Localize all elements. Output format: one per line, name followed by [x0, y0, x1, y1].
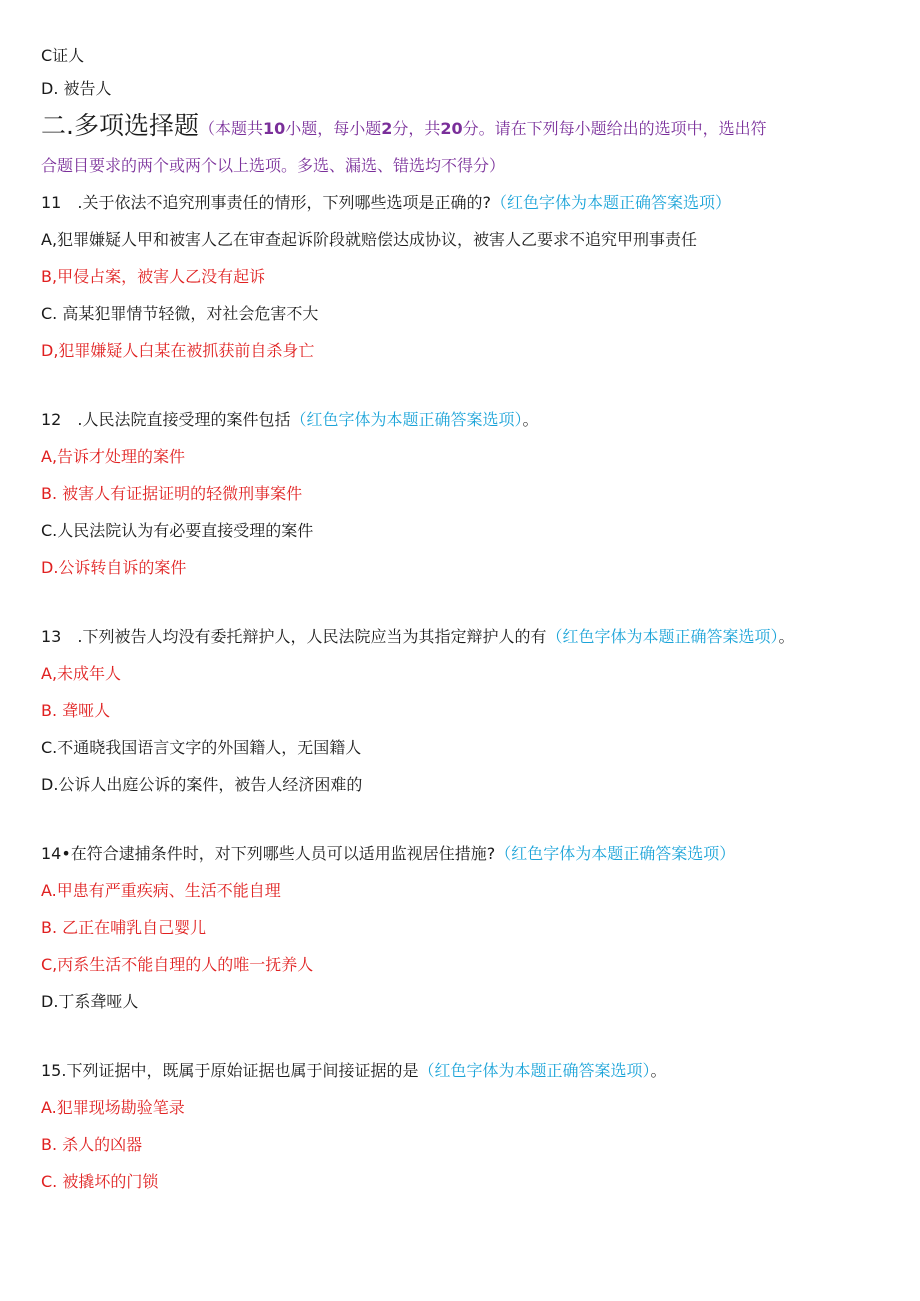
- question-13-tail: 。: [778, 627, 795, 646]
- section-note-e: 分，共: [392, 119, 441, 138]
- question-15-text: 15.下列证据中，既属于原始证据也属于间接证据的是: [41, 1061, 419, 1080]
- question-14-option-a: A.甲患有严重疾病、生活不能自理: [41, 881, 281, 900]
- question-12-option-c: C.人民法院认为有必要直接受理的案件: [41, 521, 314, 540]
- question-15-stem: [41, 1060, 666, 1082]
- question-14-text: 14•在符合逮捕条件时，对下列哪些人员可以适用监视居住措施?: [41, 844, 496, 863]
- question-15-option-c: C. 被撬坏的门锁: [41, 1172, 159, 1191]
- question-15-option-a: A.犯罪现场勘验笔录: [41, 1098, 185, 1117]
- question-14-option-d: D.丁系聋哑人: [41, 992, 139, 1011]
- question-12-stem: [41, 409, 538, 431]
- question-14-option-b: B. 乙正在哺乳自己婴儿: [41, 918, 207, 937]
- question-13-option-c: C.不通晓我国语言文字的外国籍人，无国籍人: [41, 738, 362, 757]
- question-12-tail: 。: [522, 410, 539, 429]
- section-note-count: 10: [262, 119, 286, 138]
- question-13-hint: （红色字体为本题正确答案选项）: [546, 627, 779, 646]
- question-11-option-d: D,犯罪嫌疑人白某在被抓获前自杀身亡: [41, 341, 315, 360]
- question-11-option-b: B,甲侵占案，被害人乙没有起诉: [41, 267, 266, 286]
- question-13-stem: [41, 626, 794, 648]
- section-note-g: 分。请在下列每小题给出的选项中，选出符: [462, 119, 767, 138]
- question-15-option-b: B. 杀人的凶器: [41, 1135, 143, 1154]
- section-note-score: 2: [381, 119, 393, 138]
- section-note-line2: 合题目要求的两个或两个以上选项。多选、漏选、错选均不得分）: [41, 156, 506, 175]
- question-12-option-d: D.公诉转自诉的案件: [41, 558, 187, 577]
- section-note-c: 小题，每小题: [285, 119, 382, 138]
- section-note-a: （本题共: [198, 119, 263, 138]
- question-13-option-d: D.公诉人出庭公诉的案件，被告人经济困难的: [41, 775, 363, 794]
- question-12-option-a: A,告诉才处理的案件: [41, 447, 186, 466]
- section-note-total: 20: [440, 119, 463, 138]
- question-14-stem: [41, 843, 735, 865]
- option-c-witness: C证人: [41, 46, 85, 65]
- question-12-option-b: B. 被害人有证据证明的轻微刑事案件: [41, 484, 303, 503]
- option-d-defendant: D. 被告人: [41, 79, 112, 98]
- question-11-stem: [41, 192, 731, 214]
- section-title: 二.多项选择题: [41, 111, 199, 140]
- question-15-tail: 。: [650, 1061, 667, 1080]
- question-12-text: 12 .人民法院直接受理的案件包括: [41, 410, 291, 429]
- question-11-option-c: C. 高某犯罪情节轻微，对社会危害不大: [41, 304, 319, 323]
- question-13-option-b: B. 聋哑人: [41, 701, 111, 720]
- question-12-hint: （红色字体为本题正确答案选项）: [290, 410, 523, 429]
- question-11-option-a: A,犯罪嫌疑人甲和被害人乙在审查起诉阶段就赔偿达成协议，被害人乙要求不追究甲刑事责任: [41, 230, 698, 249]
- section-heading: [41, 111, 767, 141]
- question-14-hint: （红色字体为本题正确答案选项）: [495, 844, 736, 863]
- question-14-option-c: C,丙系生活不能自理的人的唯一抚养人: [41, 955, 314, 974]
- question-11-text: 11 .关于依法不追究刑事责任的情形，下列哪些选项是正确的?: [41, 193, 491, 212]
- question-11-hint: （红色字体为本题正确答案选项）: [490, 193, 731, 212]
- question-13-text: 13 .下列被告人均没有委托辩护人，人民法院应当为其指定辩护人的有: [41, 627, 547, 646]
- question-15-hint: （红色字体为本题正确答案选项）: [418, 1061, 651, 1080]
- question-13-option-a: A,未成年人: [41, 664, 122, 683]
